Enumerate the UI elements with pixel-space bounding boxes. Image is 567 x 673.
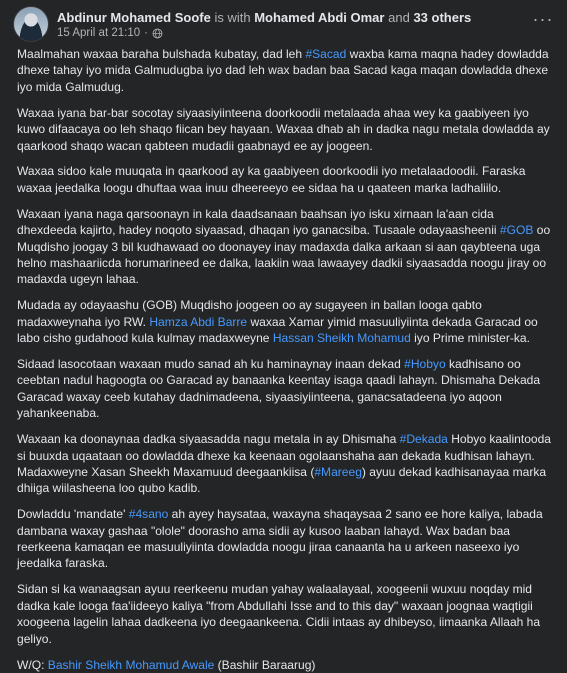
- others-link[interactable]: 33 others: [413, 10, 472, 25]
- post-paragraph: [17, 105, 553, 154]
- paragraph-text: W/Q:: [17, 657, 48, 672]
- hashtag-link[interactable]: #Mareeg: [314, 464, 362, 479]
- post-paragraph: [17, 356, 553, 422]
- hashtag-link[interactable]: #Dekada: [399, 432, 448, 447]
- meta-separator: ·: [144, 27, 148, 39]
- is-with-text: is with: [214, 10, 251, 25]
- paragraph-text: Maalmahan waxaa baraha bulshada kubatay, dad leh: [17, 47, 306, 61]
- paragraph-text: ah ayey haysataa, waxayna shaqaysaa 2 sano ee hore kaliya, labada dambana waxay gashaa "olole" doorasho ama sidii ay kusoo laaban lahayd. Wax badan baa reerkeena kamaqan ee masuuliyiinta dowladda noogu jiraa canaanta ha u arkeen naseexo iyo jeedalka faraska.: [17, 507, 543, 571]
- post-paragraph: [17, 206, 553, 288]
- paragraph-text: Sidan si ka wanaagsan ayuu reerkeenu mudan yahay walaalayaal, xoogeenii wuxuu noqday mid dadka kale looga faa'iideeyo kaliya "from Abdullahi Isse and to this day" waxaan joognaa waqtigii xoogeena lagelin lahaa dadkeena iyo deegaankeena. Cidii intaas ay dhibeyso, iimaanka Allaah ha geliyo.: [17, 582, 541, 646]
- paragraph-text: (Bashiir Baraarug): [214, 657, 316, 672]
- and-text: and: [388, 10, 410, 25]
- post-paragraph: [17, 581, 553, 647]
- mention-link[interactable]: Hamza Abdi Barre: [149, 314, 248, 329]
- paragraph-text: Sidaad lasocotaan waxaan mudo sanad ah ku haminaynay inaan dekad: [17, 357, 405, 371]
- post-header: [0, 0, 567, 46]
- paragraph-text: Dowladdu 'mandate': [17, 507, 129, 522]
- globe-icon: [152, 28, 163, 39]
- paragraph-text: Waxaan ka doonaynaa dadka siyaasadda nagu metala in ay Dhismaha: [17, 432, 400, 447]
- paragraph-text: kadhisano oo ceebtan nadul hagoogta oo Garacad ay banaanka keentay isaga qaadi lahayn. Dhismaha Dekada Garacad waxay ceeb kutahay dadnimadeena, siyaasiyiinteena, ganacsatadeena iyo aqoon yahankeenaba.: [17, 357, 541, 421]
- post-paragraph: [17, 657, 553, 673]
- tagged-person-name[interactable]: Mohamed Abdi Omar: [254, 10, 385, 25]
- paragraph-text: waxba kama maqna hadey dowladda dhexe tahay iyo mida Galmudugba iyo dad leh wax badan baa Sacad kaga maqan dowladda dhexe iyo mida Galmudug.: [17, 47, 549, 94]
- hashtag-link[interactable]: #GOB: [499, 223, 534, 238]
- paragraph-text: iyo Prime minister-ka.: [410, 331, 530, 346]
- hashtag-link[interactable]: #Sacad: [305, 47, 347, 61]
- paragraph-text: ) ayuu dekad kadhisanayaa marka dhiiga wiilasheena loo qubo kadib.: [17, 464, 547, 496]
- more-options-icon[interactable]: ···: [532, 9, 554, 29]
- post-paragraph: [17, 431, 553, 497]
- mention-link[interactable]: Bashir Sheikh Mohamud Awale: [47, 657, 215, 672]
- post-date[interactable]: 15 April at 21:10: [57, 27, 141, 39]
- author-name[interactable]: Abdinur Mohamed Soofe: [57, 10, 211, 25]
- hashtag-link[interactable]: #4sano: [128, 507, 169, 522]
- author-avatar[interactable]: [13, 6, 49, 42]
- paragraph-text: Mudada ay odayaashu (GOB) Muqdisho joogeen oo ay sugayeen in ballan looga qabto madaxweynaha iyo RW.: [17, 298, 482, 329]
- paragraph-text: Waxaa sidoo kale muuqata in qaarkood ay ka gaabiyeen doorkoodii iyo metalaadoodii. Faraska waxaa jeedalka loogu dhuftaa waa inuu dheereeyo ee sidaa ha u qaateen marka ladhaliilo.: [17, 164, 526, 195]
- post-author-line: [57, 10, 471, 26]
- paragraph-text: Waxaan iyana naga qarsoonayn in kala daadsanaan baahsan iyo isku xirnaan la'aan cida dhexdeeda kajirto, hadey noqoto siyaasad, dhaqan iyo ganacsiba. Tusaale odayaasheenii: [17, 206, 500, 238]
- post-paragraph: [17, 163, 553, 196]
- post-paragraph: [17, 46, 553, 95]
- post-meta: [57, 27, 163, 39]
- hashtag-link[interactable]: #Hobyo: [404, 357, 446, 371]
- post-body: [0, 46, 567, 673]
- paragraph-text: waxaa Xamar yimid masuuliyiinta dekada Garacad oo labo cisho gudahood kula kulmay madaxweyne: [17, 314, 538, 346]
- paragraph-text: Hobyo kaalintooda si buuxda uqaataan oo dowladda dhexe ka keenaan ogolaanshaha aan dekada kudhisan lahayn. Madaxweyne Xasan Sheekh Maxamuud deegaankiisa (: [17, 432, 551, 479]
- paragraph-text: oo Muqdisho joogay 3 bil kudhawaad oo doonayey inay madaxda dalka arkaan si aan qaybteena uga helno mashaariicda horumarineed ee dalka, laakiin waa lawaayey dadkii siyaasadda noogu jiray oo madaxda ugeyn lahaa.: [17, 223, 551, 287]
- post-paragraph: [17, 506, 553, 572]
- mention-link[interactable]: Hassan Sheikh Mohamud: [272, 331, 411, 346]
- paragraph-text: Waxaa iyana bar-bar socotay siyaasiyiinteena doorkoodii metalaada ahaa wey ka gaabiyeen iyo kuwo difaacaya oo leh shaqo fiican bey hayaan. Waxaa dhab ah in dadka nagu metala dowladda ay qaarkood shaqo wacan qabteen mudadii gaabnayd ee ay joogeen.: [17, 105, 550, 153]
- post-paragraph: [17, 297, 553, 346]
